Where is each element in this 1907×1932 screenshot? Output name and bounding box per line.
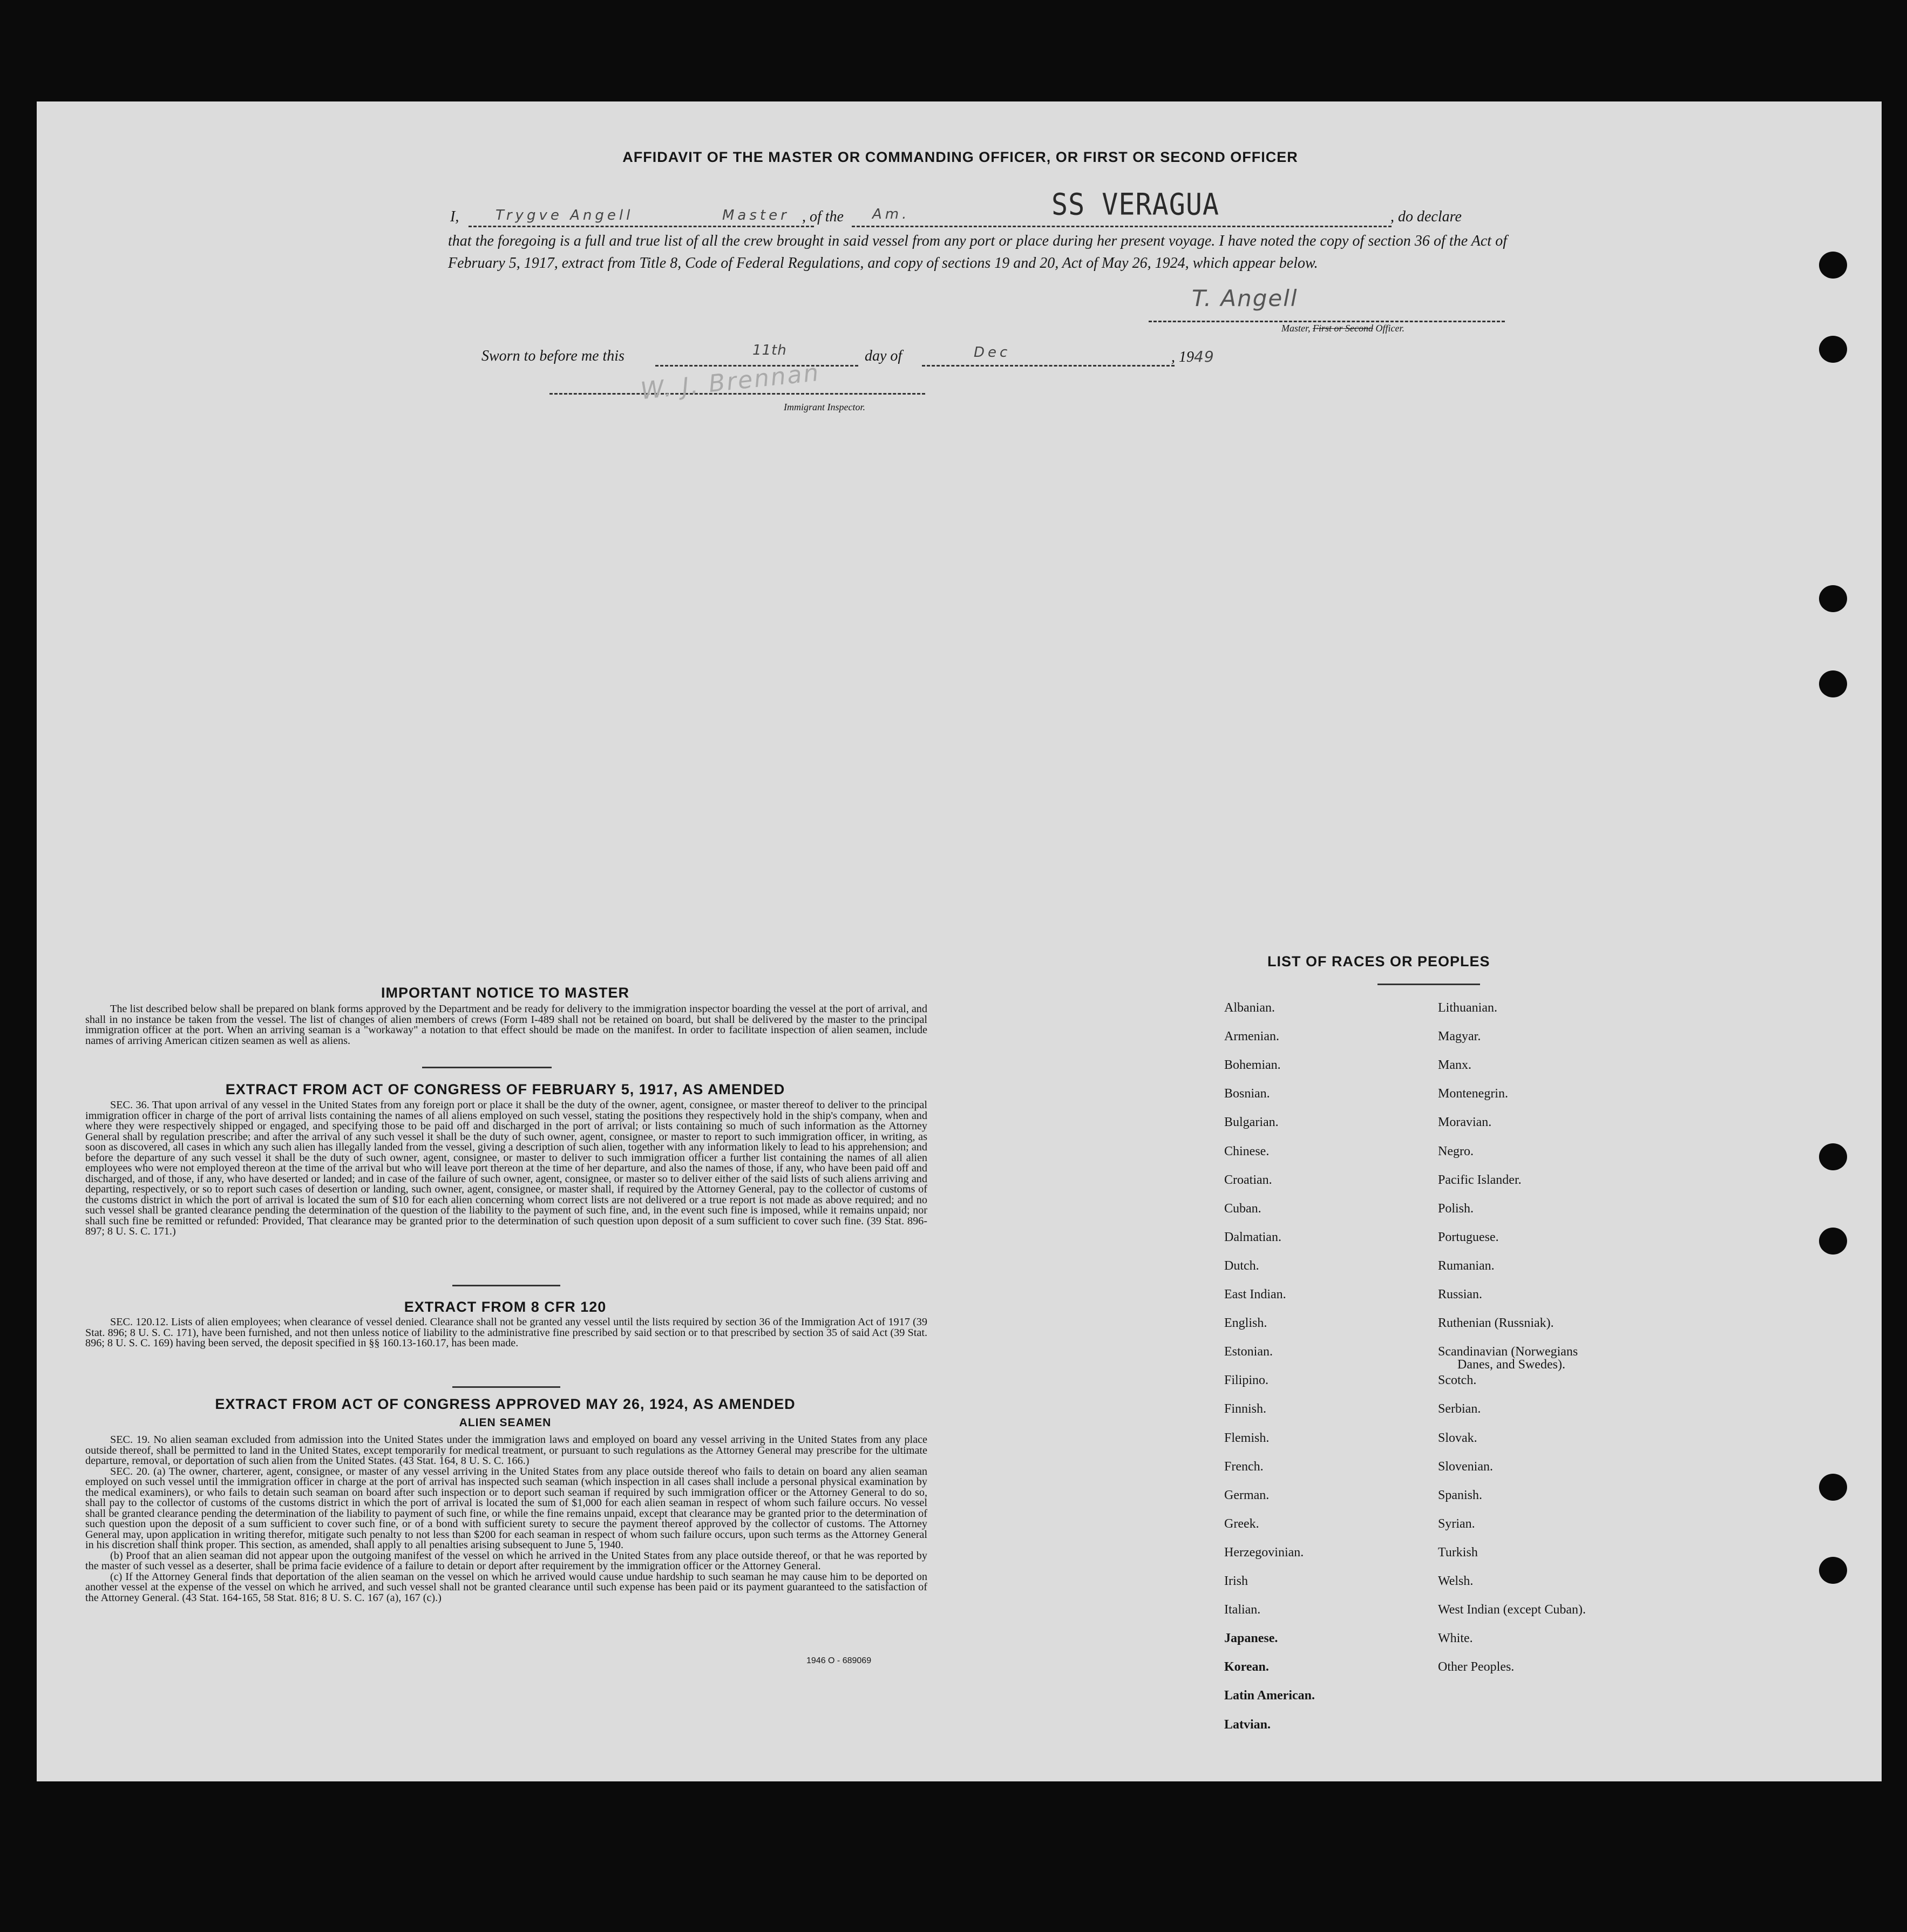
year-label bbox=[1171, 348, 1214, 366]
extract-1917-paragraph: SEC. 36. That upon arrival of any vessel in the United States from any foreign port or place it shall be the duty of the owner, agent, consignee, or master thereof to deliver to the principal immigration officer in charge of the port of arrival lists containing the names of all aliens employed on such vessel, stating the positions they respectively hold in the ship's company, when and where they were respectively shipped or engaged, and specifying those to be paid off and discharged in the port of arrival; or lists containing so much of such information as the Attorney General shall by regulation prescribe; and after the arrival of any such vessel it shall be the duty of such owner, agent, consignee, or master to report to such immigration officer, in writing, as soon as discovered, all cases in which any such alien has illegally landed from the vessel, giving a description of such alien, together with any information likely to lead to his apprehension; and before the departure of any such vessel it shall be the duty of such owner, agent, consignee, or master to deliver to such immigration officer a further list containing the names of all alien employees who were not employed thereon at the time of the arrival but who will leave port thereon at the time of her departure, and also the names of those, if any, who have been paid off and discharged, and of those, if any, who have deserted or landed; and in case of the failure of such owner, agent, consignee, or master so to deliver either of the said lists of such aliens arriving and departing, respectively, or so to report such cases of desertion or landing, such owner, agent, consignee, or master shall, if required by the Attorney General, pay to the collector of customs of the customs district in which the port of arrival is located the sum of $10 for each alien concerning whom correct lists are not delivered or a true report is not made as above required; and no such vessel shall be granted clearance pending the determination of the question of the liability to the payment of such fine, and, in the event such fine is imposed, while it remains unpaid; nor shall such fine be remitted or refunded: Provided, That clearance may be granted prior to the determination of such question upon deposit of a sum sufficient to cover such fine. (39 Stat. 896-897; 8 U. S. C. 171.) bbox=[85, 1099, 927, 1237]
race-item: Cuban. bbox=[1224, 1201, 1261, 1216]
extract-1924-title: EXTRACT FROM ACT OF CONGRESS APPROVED MAY 26, 1924, AS AMENDED bbox=[215, 1396, 796, 1412]
sworn-month-handwritten: Dec bbox=[974, 344, 1011, 361]
extract-1917-body bbox=[85, 1100, 927, 1237]
master-name-handwritten: Trygve Angell bbox=[496, 207, 634, 223]
race-item: Irish bbox=[1224, 1574, 1248, 1588]
race-item: Spanish. bbox=[1438, 1488, 1483, 1502]
notice-body bbox=[85, 1004, 927, 1046]
punch-hole bbox=[1819, 1557, 1847, 1584]
form-sheet bbox=[37, 101, 1882, 1781]
race-item: Dutch. bbox=[1224, 1258, 1259, 1273]
title-handwritten: Master bbox=[722, 207, 790, 223]
sec20a-paragraph: SEC. 20. (a) The owner, charterer, agent, consignee, or master of any vessel arriving in the United States from any place outside thereof who fails to detain on board any alien seaman employed on such vessel until the immigration officer in charge at the port of arrival has inspected such seaman (which inspection in all cases shall include a personal physical examination by the medical examiners), or who fails to detain such seaman on board after such inspection or to deport such seaman if required by such immigration officer or the Attorney General to do so, shall pay to the collector of customs of the customs district in which the port of arrival is located the sum of $1,000 for each alien seaman in respect of whom such failure occurs. No vessel shall be granted clearance pending the determination of the liability to payment of such fine, or while the fine remains unpaid, except that clearance may be granted prior to the determination of such question upon the deposit of a sum sufficient to cover such fine, or of a bond with sufficient surety to secure the payment thereof approved by the collector of customs. The Attorney General may, upon application in writing therefor, mitigate such penalty to not less than $200 for each seaman in respect of whom such failure occurs, upon such terms as the Attorney General in his discretion shall think proper. This section, as amended, shall apply to all penalties arising subsequent to June 5, 1940. bbox=[85, 1465, 927, 1551]
race-item: West Indian (except Cuban). bbox=[1438, 1603, 1586, 1617]
race-item: Welsh. bbox=[1438, 1574, 1474, 1588]
do-declare-label: , do declare bbox=[1390, 208, 1462, 225]
punch-hole bbox=[1819, 585, 1847, 612]
race-item: Herzegovinian. bbox=[1224, 1545, 1304, 1560]
race-item: Bosnian. bbox=[1224, 1087, 1270, 1101]
extract-1917-title: EXTRACT FROM ACT OF CONGRESS OF FEBRUARY 5, 1917, AS AMENDED bbox=[225, 1081, 785, 1097]
extract-cfr-title: EXTRACT FROM 8 CFR 120 bbox=[404, 1299, 607, 1315]
inspector-signature: W. J. Brennan bbox=[639, 358, 822, 405]
declaration-i: I, bbox=[450, 208, 459, 225]
punch-hole bbox=[1819, 1228, 1847, 1255]
race-item: Other Peoples. bbox=[1438, 1660, 1515, 1675]
signature-caption bbox=[1281, 323, 1404, 334]
race-item: Bohemian. bbox=[1224, 1058, 1281, 1073]
vessel-name-stamp: SS VERAGUA bbox=[1051, 187, 1220, 222]
inspector-caption: Immigrant Inspector. bbox=[784, 402, 865, 412]
race-item: Russian. bbox=[1438, 1287, 1483, 1301]
race-item: Latin American. bbox=[1224, 1689, 1315, 1703]
race-item: Scandinavian (Norwegians bbox=[1438, 1345, 1578, 1359]
race-item: Albanian. bbox=[1224, 1001, 1275, 1015]
caption-struck: First or Second bbox=[1313, 323, 1373, 334]
year-handwritten: 49 bbox=[1194, 348, 1214, 365]
divider-3 bbox=[452, 1386, 560, 1388]
race-item: Slovenian. bbox=[1438, 1459, 1493, 1474]
punch-hole bbox=[1819, 1474, 1847, 1501]
race-item: Rumanian. bbox=[1438, 1258, 1495, 1273]
race-item: Portuguese. bbox=[1438, 1230, 1499, 1244]
sworn-day-handwritten: 11th bbox=[752, 342, 787, 358]
punch-hole bbox=[1819, 336, 1847, 363]
master-name-field bbox=[469, 208, 814, 227]
divider-1 bbox=[422, 1067, 552, 1068]
race-item: Montenegrin. bbox=[1438, 1087, 1508, 1101]
sworn-label: Sworn to before me this bbox=[481, 348, 625, 364]
races-title-rule bbox=[1377, 984, 1480, 985]
extract-cfr-paragraph: SEC. 120.12. Lists of alien employees; when clearance of vessel denied. Clearance shall not be granted any vessel until the lists required by section 36 of the Immigration Act of 1917 (39 Stat. 896; 8 U. S. C. 171), have been furnished, and not then unless notice of liability to the administrative fine prescribed by said section or to that prescribed by section 35 of said Act (39 Stat. 896; 8 U. S. C. 169) having been served, the deposit specified in §§ 160.13-160.17, has been made. bbox=[85, 1316, 927, 1349]
race-item: Lithuanian. bbox=[1438, 1001, 1497, 1015]
day-of-label: day of bbox=[865, 348, 902, 364]
print-code: 1946 O - 689069 bbox=[806, 1656, 872, 1665]
sworn-day-field bbox=[655, 342, 858, 367]
extract-1924-subtitle: ALIEN SEAMEN bbox=[459, 1416, 552, 1429]
race-item: Turkish bbox=[1438, 1545, 1478, 1560]
race-item: Bulgarian. bbox=[1224, 1115, 1279, 1130]
punch-hole bbox=[1819, 670, 1847, 697]
race-item: Pacific Islander. bbox=[1438, 1172, 1522, 1187]
year-prefix: , 19 bbox=[1171, 349, 1194, 365]
extract-1924-body bbox=[85, 1435, 927, 1603]
extract-cfr-body bbox=[85, 1317, 927, 1349]
race-item: Greek. bbox=[1224, 1516, 1259, 1531]
sec19-paragraph: SEC. 19. No alien seaman excluded from admission into the United States under the immigration laws and employed on board any vessel arriving in the United States from any place outside thereof, shall be permitted to land in the United States, except temporarily for medical treatment, or pursuant to such regulations as the Attorney General may prescribe for the ultimate departure, removal, or deportation of such alien from the United States. (43 Stat. 164, 8 U. S. C. 166.) bbox=[85, 1434, 927, 1467]
race-item: Filipino. bbox=[1224, 1373, 1269, 1388]
master-signature: T. Angell bbox=[1192, 285, 1298, 311]
race-item: English. bbox=[1224, 1316, 1267, 1331]
punch-hole bbox=[1819, 1143, 1847, 1170]
race-item: Danes, and Swedes). bbox=[1457, 1358, 1565, 1372]
of-the-label: , of the bbox=[802, 208, 844, 225]
race-item: Dalmatian. bbox=[1224, 1230, 1281, 1244]
race-item: Korean. bbox=[1224, 1660, 1269, 1675]
nationality-handwritten: Am. bbox=[872, 206, 910, 222]
sec20c-paragraph: (c) If the Attorney General finds that deportation of the alien seaman on the vessel on which he arrived would cause undue hardship to such seaman he may cause him to be deported on another vessel at the expense of the vessel on which he arrived, and such vessel shall not be granted clearance until such expense has been paid or its payment guaranteed to the satisfaction of the Attorney General. (43 Stat. 164-165, 58 Stat. 816; 8 U. S. C. 167 (a), 167 (c).) bbox=[85, 1570, 927, 1604]
races-title: LIST OF RACES OR PEOPLES bbox=[1267, 953, 1490, 970]
race-item: German. bbox=[1224, 1488, 1270, 1502]
sworn-month-field bbox=[922, 344, 1175, 367]
race-item: Chinese. bbox=[1224, 1144, 1270, 1158]
race-item: Syrian. bbox=[1438, 1516, 1475, 1531]
punch-hole bbox=[1819, 252, 1847, 279]
sec20b-paragraph: (b) Proof that an alien seaman did not appear upon the outgoing manifest of the vessel on which he arrived in the United States from any place outside thereof, or that he was reported by the master of such vessel as a deserter, shall be prima facie evidence of a failure to detain or deport after requirement by the immigration officer or the Attorney General. bbox=[85, 1549, 927, 1572]
race-item: Ruthenian (Russniak). bbox=[1438, 1316, 1554, 1331]
notice-title: IMPORTANT NOTICE TO MASTER bbox=[381, 985, 629, 1001]
caption-officer: Officer. bbox=[1373, 323, 1404, 334]
declaration-body: that the foregoing is a full and true list of all the crew brought in said vessel from any port or place during her present voyage. I have noted the copy of section 36 of the Act of February 5, 1917, extract from Title 8, Code of Federal Regulations, and copy of sections 19 and 20, Act of May 26, 1924, which appear below. bbox=[448, 233, 1507, 272]
race-item: White. bbox=[1438, 1631, 1473, 1646]
race-item: Polish. bbox=[1438, 1201, 1474, 1216]
race-item: Moravian. bbox=[1438, 1115, 1492, 1130]
race-item: Scotch. bbox=[1438, 1373, 1477, 1388]
race-item: Croatian. bbox=[1224, 1172, 1272, 1187]
affidavit-title: AFFIDAVIT OF THE MASTER OR COMMANDING OFFICER, OR FIRST OR SECOND OFFICER bbox=[622, 149, 1298, 165]
race-item: Negro. bbox=[1438, 1144, 1474, 1158]
race-item: East Indian. bbox=[1224, 1287, 1286, 1301]
race-item: Estonian. bbox=[1224, 1345, 1273, 1359]
race-item: Flemish. bbox=[1224, 1431, 1270, 1445]
race-item: Finnish. bbox=[1224, 1402, 1267, 1416]
race-item: French. bbox=[1224, 1459, 1264, 1474]
race-item: Serbian. bbox=[1438, 1402, 1481, 1416]
notice-paragraph: The list described below shall be prepared on blank forms approved by the Department and be ready for delivery to the immigration inspector boarding the vessel at the port of arrival, and shall in no instance be taken from the vessel. The list of changes of alien members of crews (Form I-489 shall not be retained on board, but shall be delivered by the master to the principal immigration officer at the port. When an arriving seaman is a "workaway" a notation to that effect should be made on the manifest. In order to facilitate inspection of alien seamen, include names of arriving American citizen seamen as well as aliens. bbox=[85, 1003, 927, 1047]
race-item: Slovak. bbox=[1438, 1431, 1477, 1445]
caption-master: Master, bbox=[1281, 323, 1313, 334]
race-item: Latvian. bbox=[1224, 1717, 1271, 1732]
race-item: Japanese. bbox=[1224, 1631, 1278, 1646]
race-item: Magyar. bbox=[1438, 1029, 1481, 1044]
race-item: Manx. bbox=[1438, 1058, 1471, 1073]
race-item: Italian. bbox=[1224, 1603, 1261, 1617]
divider-2 bbox=[452, 1285, 560, 1286]
race-item: Armenian. bbox=[1224, 1029, 1279, 1044]
